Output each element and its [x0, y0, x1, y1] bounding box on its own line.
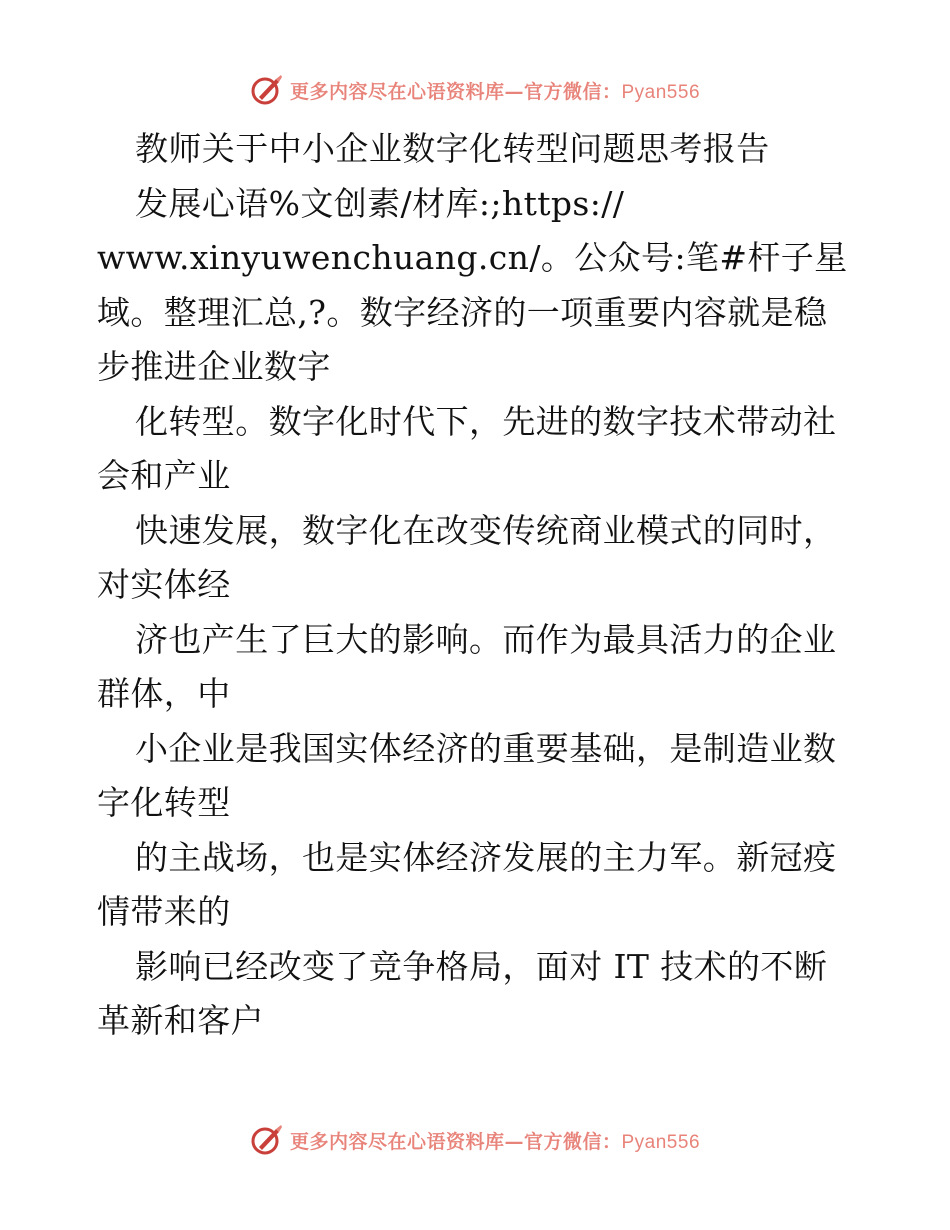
document-title-line: 教师关于中小企业数字化转型问题思考报告: [135, 129, 770, 168]
quill-pen-circle-icon: [250, 73, 284, 107]
paragraph-line: 化转型。数字化时代下，先进的数字技术带动社: [135, 401, 837, 441]
header-banner-text: 更多内容尽在心语资料库—官方微信：Pyan556: [289, 80, 701, 103]
paragraph-line: 革新和客户: [97, 1001, 264, 1040]
paragraph-line: 小企业是我国实体经济的重要基础，是制造业数: [135, 728, 837, 768]
paragraph-line: 情带来的: [97, 892, 231, 931]
paragraph-line: 发展心语%文创素/材库:;https://: [135, 183, 625, 223]
document-body: [97, 122, 857, 1049]
paragraph-line: 影响已经改变了竞争格局，面对 IT 技术的不断: [135, 946, 828, 986]
paragraph-line: 的主战场，也是实体经济发展的主力军。新冠疫: [135, 837, 837, 877]
paragraph-line: 字化转型: [97, 783, 231, 822]
header-banner: [0, 70, 950, 110]
footer-banner-text: 更多内容尽在心语资料库—官方微信：Pyan556: [289, 1130, 701, 1153]
paragraph-line: 快速发展，数字化在改变传统商业模式的同时，: [135, 510, 837, 550]
paragraph-line: www.xinyuwenchuang.cn/。公众号:笔#杆子星: [97, 238, 848, 277]
quill-pen-circle-icon: [250, 1123, 284, 1157]
footer-banner: [0, 1120, 950, 1160]
paragraph-line: 对实体经: [97, 565, 231, 604]
paragraph-line: 域。整理汇总,?。数字经济的一项重要内容就是稳: [97, 292, 828, 332]
paragraph-line: 步推进企业数字: [97, 347, 331, 386]
paragraph-line: 会和产业: [97, 456, 231, 495]
paragraph-line: 济也产生了巨大的影响。而作为最具活力的企业: [135, 619, 837, 659]
paragraph-line: 群体，中: [97, 674, 231, 713]
